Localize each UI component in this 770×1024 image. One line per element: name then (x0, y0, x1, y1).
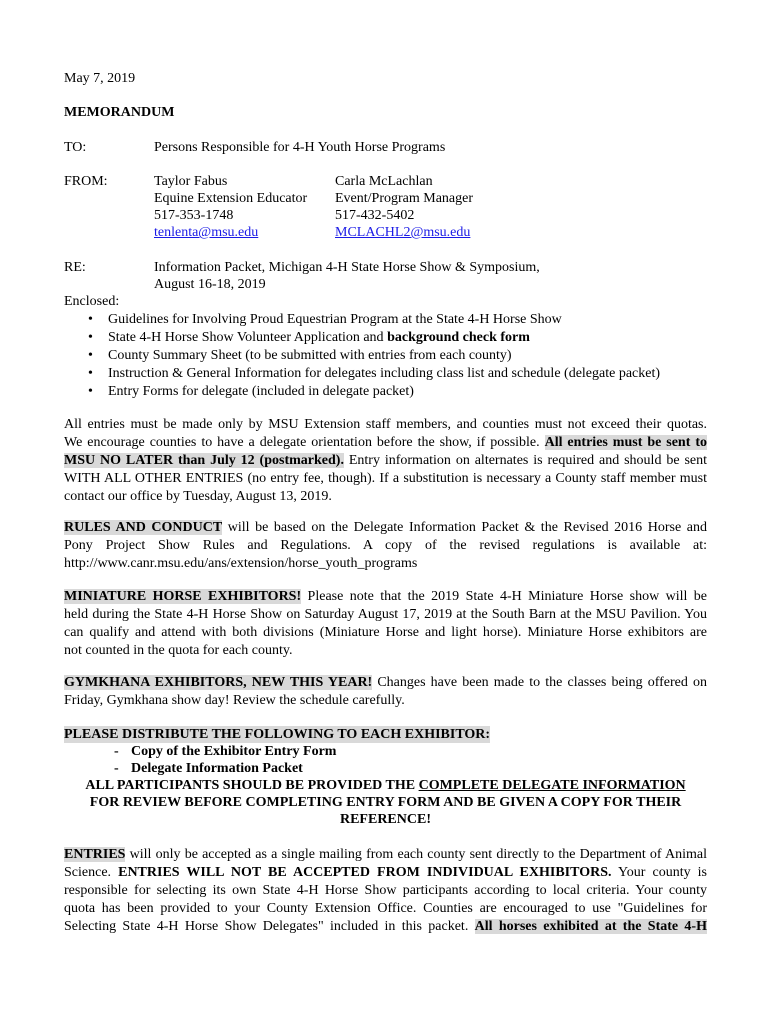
entries-heading: ENTRIES (64, 847, 126, 862)
entries-paragraph: ENTRIES will only be accepted as a single mailing from each county sent directly to the Department of Animal Science. ENTRIES WILL NOT BE ACCEPTED FROM INDIVIDUAL EXHIBITORS. Your county is responsible for selecting its own State 4-H Horse Show participants according to local criteria. Your county quota has been provided to your County Extension Office. Counties are encouraged to use "Guidelines for Selecting State 4-H Horse Show Delegates" included in this packet. All horses exhibited at the State 4-H (64, 847, 708, 934)
from-right-phone: 517-432-5402 (335, 208, 415, 223)
from-left-email-link[interactable]: tenlenta@msu.edu (154, 225, 259, 240)
from-right-name: Carla McLachlan (335, 174, 433, 189)
re-label: RE: (64, 260, 86, 275)
rules-paragraph: RULES AND CONDUCT will be based on the Delegate Information Packet & the Revised 2016 Horse and Pony Project Show Rules and Regulations. A copy of the revised regulations is available at: http://www.canr.msu.edu/ans/extension/horse_youth_programs (64, 520, 707, 571)
dash-icon: - (114, 761, 119, 776)
list-item: • Instruction & General Information for delegates including class list and schedule (delegate packet) (88, 366, 661, 381)
gymkhana-paragraph: GYMKHANA EXHIBITORS, NEW THIS YEAR! Changes have been made to the classes being offered on Friday, Gymkhana show day! Review the schedule carefully. (64, 675, 707, 708)
enclosed-list (88, 311, 660, 401)
to-value: Persons Responsible for 4-H Youth Horse Programs (154, 140, 446, 155)
from-left-phone: 517-353-1748 (154, 208, 234, 223)
to-label: TO: (64, 140, 87, 155)
re-line-1: Information Packet, Michigan 4-H State Horse Show & Symposium, (154, 260, 540, 275)
list-item: • Entry Forms for delegate (included in delegate packet) (88, 384, 414, 399)
miniature-paragraph: MINIATURE HORSE EXHIBITORS! Please note that the 2019 State 4-H Miniature Horse show will be held during the State 4-H Horse Show on Saturday August 17, 2019 at the South Barn at the MSU Pavilion. You can qualify and attend with both divisions (Miniature Horse and light horse). Miniature Horse exhibitors are not counted in the quota for each county. (64, 589, 707, 658)
from-right-email-link[interactable]: MCLACHL2@msu.edu (335, 225, 471, 240)
distribute-item-delegate-packet: Delegate Information Packet (131, 761, 303, 776)
entries-deadline-paragraph: All entries must be made only by MSU Extension staff members, and counties must not exceed their quotas. We encourage counties to have a delegate orientation before the show, if possible. All entries must be sent to MSU NO LATER than July 12 (postmarked). Entry information on alternates is required and should be sent WITH ALL OTHER ENTRIES (no entry fee, though). If a substitution is necessary a County staff member must contact our office by Tuesday, August 13, 2019. (64, 417, 707, 504)
rules-heading: RULES AND CONDUCT (64, 520, 223, 535)
memo-title: MEMORANDUM (64, 105, 175, 120)
gymkhana-heading: GYMKHANA EXHIBITORS, NEW THIS YEAR! (64, 675, 373, 690)
bullet-icon: • (88, 312, 93, 327)
list-item: • County Summary Sheet (to be submitted with entries from each county) (88, 348, 512, 363)
bullet-icon: • (88, 330, 93, 345)
enclosed-label: Enclosed: (64, 294, 120, 309)
from-right-title: Event/Program Manager (335, 191, 474, 206)
distribute-heading: PLEASE DISTRIBUTE THE FOLLOWING TO EACH EXHIBITOR: (64, 727, 491, 742)
memo-date: May 7, 2019 (64, 71, 136, 86)
list-item: • State 4-H Horse Show Volunteer Application and background check form (88, 330, 530, 345)
miniature-heading: MINIATURE HORSE EXHIBITORS! (64, 589, 302, 604)
list-item: • Guidelines for Involving Proud Equestrian Program at the State 4-H Horse Show (88, 312, 562, 327)
bullet-icon: • (88, 348, 93, 363)
re-line-2: August 16-18, 2019 (154, 277, 266, 292)
dash-icon: - (114, 744, 119, 759)
participants-notice: ALL PARTICIPANTS SHOULD BE PROVIDED THE COMPLETE DELEGATE INFORMATION FOR REVIEW BEFORE COMPLETING ENTRY FORM AND BE GIVEN A COPY FOR THEIR REFERENCE! (85, 778, 686, 827)
from-label: FROM: (64, 174, 108, 189)
bullet-icon: • (88, 366, 93, 381)
from-left-title: Equine Extension Educator (154, 191, 308, 206)
distribute-item-entry-form: Copy of the Exhibitor Entry Form (131, 744, 337, 759)
bullet-icon: • (88, 384, 93, 399)
from-left-name: Taylor Fabus (154, 174, 228, 189)
